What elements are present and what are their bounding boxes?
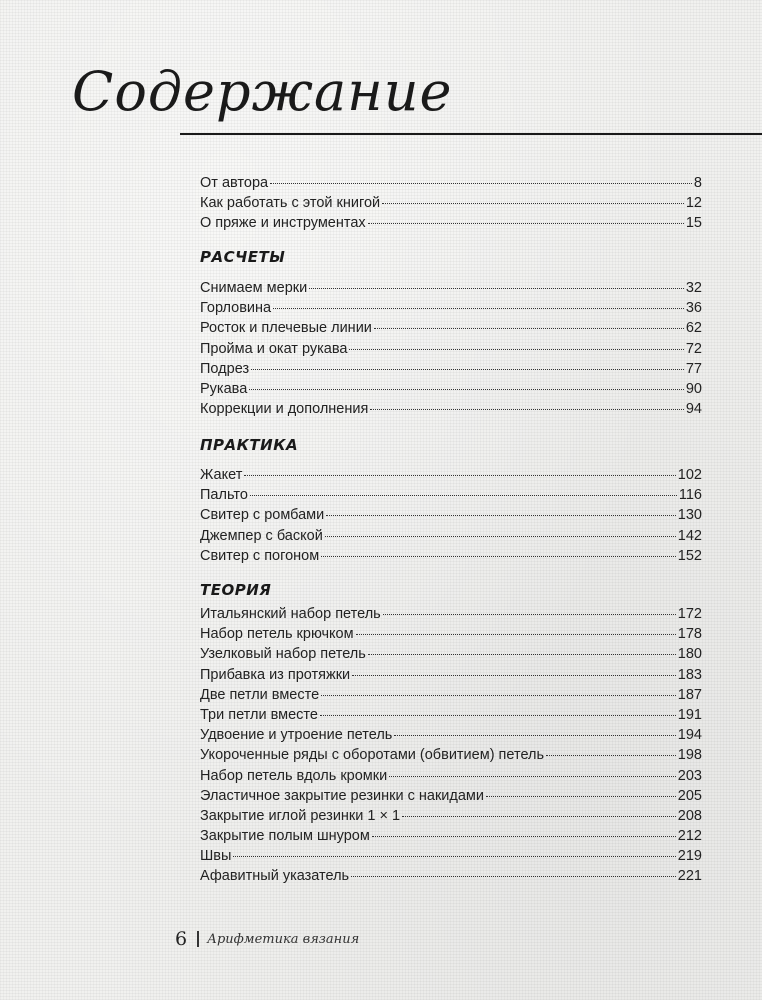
dot-leader <box>320 714 676 716</box>
toc-entry <box>200 278 702 298</box>
dot-leader <box>374 327 684 329</box>
dot-leader <box>250 494 677 496</box>
toc-entry-page: 198 <box>677 747 702 764</box>
toc-entry-label: Узелковый набор петель <box>200 646 366 663</box>
toc-entry-label: Горловина <box>200 300 272 317</box>
toc-entry-page: 178 <box>677 626 702 643</box>
dot-leader <box>321 555 676 557</box>
toc-entry-label: Афавитный указатель <box>200 868 350 885</box>
toc-entry-page: 208 <box>677 807 702 824</box>
toc-entry-label: От автора <box>200 175 269 191</box>
toc-entry-page: 221 <box>677 868 702 885</box>
toc-entry <box>200 725 702 745</box>
dot-leader <box>352 674 676 676</box>
toc-entry <box>200 485 702 505</box>
toc-entry-label: Джемпер с баской <box>200 527 323 544</box>
toc-entry-label: Свитер с ромбами <box>200 507 325 524</box>
toc-entry-label: Подрез <box>200 360 250 377</box>
dot-leader <box>349 348 683 350</box>
toc-entry <box>200 846 702 866</box>
dot-leader <box>251 368 684 370</box>
toc-entry-label: Снимаем мерки <box>200 280 308 296</box>
dot-leader <box>370 408 684 410</box>
toc-entry-page: 152 <box>677 547 702 564</box>
toc-entry <box>200 339 702 359</box>
dot-leader <box>351 875 676 877</box>
toc-entry-page: 191 <box>677 706 702 723</box>
toc-entry-page: 32 <box>685 280 702 296</box>
toc-raschety-group <box>200 278 702 419</box>
page-number: 6 <box>175 928 188 950</box>
dot-leader <box>486 795 676 797</box>
dot-leader <box>309 287 684 289</box>
toc-entry <box>200 866 702 886</box>
toc-entry-page: 203 <box>677 767 702 784</box>
toc-entry <box>200 624 702 644</box>
dot-leader <box>233 855 675 857</box>
toc-teoriya-group <box>200 604 702 887</box>
toc-entry-label: Как работать с этой книгой <box>200 195 381 212</box>
toc-entry-page: 36 <box>685 300 702 317</box>
toc-entry-page: 142 <box>677 527 702 544</box>
dot-leader <box>368 222 684 224</box>
dot-leader <box>546 754 676 756</box>
dot-leader <box>383 613 676 615</box>
toc-entry-label: Рукава <box>200 380 248 397</box>
toc-entry-label: Набор петель крючком <box>200 626 354 643</box>
toc-entry <box>200 526 702 546</box>
toc-entry-page: 94 <box>685 401 702 418</box>
toc-entry-label: Жакет <box>200 467 243 483</box>
toc-entry-page: 72 <box>685 340 702 357</box>
footer-separator <box>197 931 199 947</box>
toc-entry <box>200 465 702 485</box>
toc-entry-label: Свитер с погоном <box>200 547 320 564</box>
dot-leader <box>325 535 676 537</box>
dot-leader <box>389 775 676 777</box>
toc-entry-page: 116 <box>678 487 702 504</box>
toc-entry-page: 15 <box>685 215 702 232</box>
toc-entry-label: Пройма и окат рукава <box>200 340 348 357</box>
toc-entry-label: Закрытие иглой резинки 1 × 1 <box>200 807 401 824</box>
toc-entry-page: 172 <box>677 606 702 622</box>
toc-entry-page: 183 <box>677 666 702 683</box>
toc-entry <box>200 318 702 338</box>
dot-leader <box>249 388 684 390</box>
section-heading-praktika: ПРАКТИКА <box>200 436 299 454</box>
toc-entry <box>200 644 702 664</box>
toc-entry <box>200 546 702 566</box>
dot-leader <box>382 202 684 204</box>
toc-entry <box>200 826 702 846</box>
toc-entry-label: Эластичное закрытие резинки с накидами <box>200 787 484 804</box>
toc-entry-page: 62 <box>685 320 702 337</box>
toc-entry-page: 187 <box>677 686 702 703</box>
toc-entry <box>200 505 702 525</box>
toc-entry-label: Набор петель вдоль кромки <box>200 767 388 784</box>
toc-entry <box>200 685 702 705</box>
toc-entry-page: 90 <box>685 380 702 397</box>
dot-leader <box>372 835 676 837</box>
dot-leader <box>326 514 676 516</box>
dot-leader <box>273 307 684 309</box>
page-footer <box>175 928 359 950</box>
toc-entry <box>200 399 702 419</box>
toc-entry <box>200 766 702 786</box>
dot-leader <box>394 734 675 736</box>
toc-entry-page: 102 <box>677 467 702 483</box>
toc-entry-label: Росток и плечевые линии <box>200 320 372 337</box>
dot-leader <box>356 633 676 635</box>
toc-entry <box>200 359 702 379</box>
toc-entry-label: Коррекции и дополнения <box>200 401 369 418</box>
toc-entry-page: 130 <box>677 507 702 524</box>
toc-entry-label: Итальянский набор петель <box>200 606 381 622</box>
toc-entry-page: 194 <box>677 727 702 744</box>
toc-entry-page: 212 <box>677 828 702 845</box>
toc-entry <box>200 298 702 318</box>
toc-entry-label: Удвоение и утроение петель <box>200 727 393 744</box>
toc-entry <box>200 379 702 399</box>
running-book-title: Арифметика вязания <box>207 931 360 947</box>
toc-entry <box>200 786 702 806</box>
dot-leader <box>244 474 675 476</box>
toc-entry <box>200 745 702 765</box>
toc-entry-label: Укороченные ряды с оборотами (обвитием) петель <box>200 747 545 764</box>
toc-entry-page: 77 <box>685 360 702 377</box>
toc-entry <box>200 604 702 624</box>
toc-entry-label: Две петли вместе <box>200 686 320 703</box>
toc-entry-page: 180 <box>677 646 702 663</box>
dot-leader <box>270 182 692 184</box>
dot-leader <box>402 815 676 817</box>
toc-entry <box>200 193 702 213</box>
toc-praktika-group <box>200 465 702 566</box>
title-underline <box>180 133 762 135</box>
toc-entry <box>200 705 702 725</box>
toc-entry <box>200 665 702 685</box>
toc-entry <box>200 806 702 826</box>
toc-entry-label: Закрытие полым шнуром <box>200 828 370 845</box>
section-heading-teoriya: ТЕОРИЯ <box>200 581 272 599</box>
toc-entry-page: 8 <box>693 175 702 191</box>
dot-leader <box>321 694 676 696</box>
toc-entry-label: Пальто <box>200 487 248 504</box>
page-title: Содержание <box>72 60 453 123</box>
toc-entry-page: 12 <box>685 195 702 212</box>
toc-intro-group <box>200 173 702 234</box>
toc-entry <box>200 173 702 193</box>
toc-entry-page: 205 <box>677 787 702 804</box>
toc-entry <box>200 213 702 233</box>
toc-entry-label: Швы <box>200 848 232 865</box>
toc-entry-label: О пряже и инструментах <box>200 215 366 232</box>
toc-entry-page: 219 <box>677 848 702 865</box>
toc-entry-label: Три петли вместе <box>200 706 318 723</box>
dot-leader <box>368 653 676 655</box>
toc-entry-label: Прибавка из протяжки <box>200 666 351 683</box>
section-heading-raschety: РАСЧЕТЫ <box>200 248 286 266</box>
